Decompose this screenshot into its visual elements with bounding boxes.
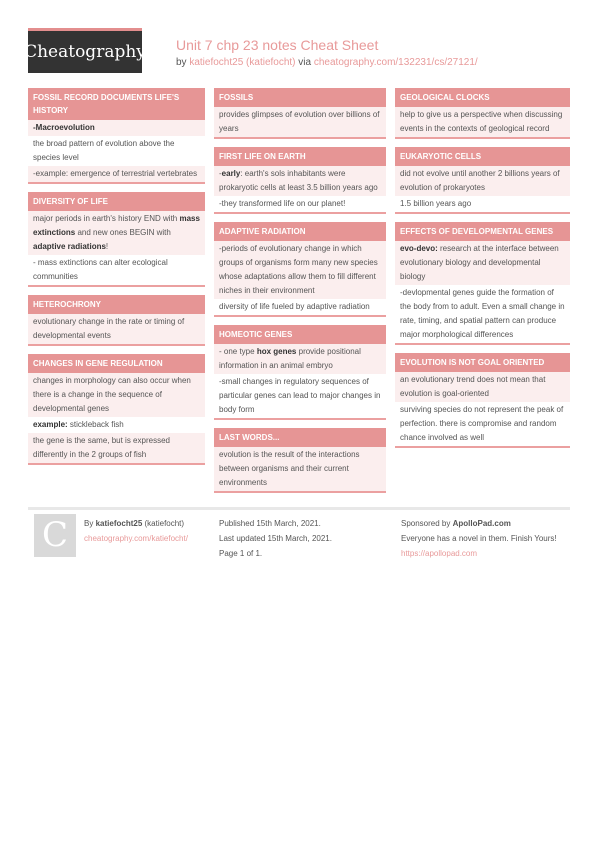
section-row — [214, 344, 386, 374]
text: evolutionary change in the rate or timing of developmental events — [33, 317, 185, 340]
section-row — [395, 196, 570, 212]
text: the broad pattern of evolution above the species level — [33, 139, 175, 162]
text: provides glimpses of evolution over billions of years — [219, 110, 380, 133]
published-date: Published 15th March, 2021. — [219, 519, 321, 528]
text: the gene is the same, but is expressed differently in the 2 groups of fish — [33, 436, 170, 459]
section-row — [28, 136, 205, 166]
section-row — [214, 107, 386, 137]
section — [214, 88, 386, 139]
sponsored-by: Sponsored by — [401, 519, 451, 528]
byline — [176, 56, 478, 69]
text: evolution is the result of the interactions between organisms and their current environments — [219, 450, 360, 487]
section — [28, 192, 205, 287]
section-title: EFFECTS OF DEVELOPMENTAL GENES — [395, 222, 570, 241]
section-title: HOMEOTIC GENES — [214, 325, 386, 344]
footer-author — [84, 516, 212, 546]
sponsor-text: Everyone has a novel in them. Finish Yours! — [401, 534, 557, 543]
text: did not evolve until another 2 billions years of evolution of prokaryotes — [400, 169, 560, 192]
section-title: CHANGES IN GENE REGULATION — [28, 354, 205, 373]
text: - — [219, 169, 222, 178]
section-row — [395, 107, 570, 137]
section-row — [395, 241, 570, 285]
footer-sponsor — [401, 516, 569, 561]
bold-text: adaptive radiations — [33, 242, 106, 251]
section-title: HETEROCHRONY — [28, 295, 205, 314]
section-row — [395, 285, 570, 343]
section-title: FOSSILS — [214, 88, 386, 107]
bold-text: -Macroevolution — [33, 123, 95, 132]
page-title: Unit 7 chp 23 notes Cheat Sheet — [176, 37, 379, 53]
footer — [28, 507, 570, 587]
section — [214, 222, 386, 317]
text: -example: emergence of terrestrial vertebrates — [33, 169, 198, 178]
section-row — [28, 120, 205, 136]
section-row — [214, 241, 386, 299]
section-row — [214, 447, 386, 491]
updated-date: Last updated 15th March, 2021. — [219, 534, 332, 543]
section-row — [395, 166, 570, 196]
section-row — [395, 402, 570, 446]
section-title: EUKARYOTIC CELLS — [395, 147, 570, 166]
bold-text: mass extinctions — [33, 214, 200, 237]
bold-text: example: — [33, 420, 68, 429]
section-title: LAST WORDS... — [214, 428, 386, 447]
section-title: FOSSIL RECORD DOCUMENTS LIFE'S HISTORY — [28, 88, 205, 120]
text: provide positional information in an animal embryo — [219, 347, 361, 370]
section — [214, 147, 386, 214]
section-row — [28, 314, 205, 344]
section — [214, 428, 386, 493]
footer-by: By — [84, 519, 94, 528]
column-2 — [214, 88, 386, 501]
section-row — [28, 255, 205, 285]
section-title: GEOLOGICAL CLOCKS — [395, 88, 570, 107]
author-link[interactable]: katiefocht25 (katiefocht) — [189, 57, 296, 68]
author-avatar: C — [34, 514, 76, 557]
footer-author-url[interactable]: cheatography.com/katiefocht/ — [84, 534, 188, 543]
section-title: DIVERSITY OF LIFE — [28, 192, 205, 211]
text: major periods in earth's history END with — [33, 214, 180, 223]
section — [214, 325, 386, 420]
section-title: ADAPTIVE RADIATION — [214, 222, 386, 241]
text: surviving species do not represent the peak of perfection. there is compromise and random chance involved as well — [400, 405, 564, 442]
sponsor-name[interactable]: ApolloPad.com — [452, 519, 511, 528]
text: help to give us a perspective when discussing events in the contexts of geological record — [400, 110, 563, 133]
section — [395, 353, 570, 448]
section-row — [28, 417, 205, 433]
section-row — [214, 196, 386, 212]
section — [395, 88, 570, 139]
text: changes in morphology can also occur when there is a change in the sequence of developmental genes — [33, 376, 191, 413]
column-1 — [28, 88, 205, 473]
section-row — [28, 211, 205, 255]
text: an evolutionary trend does not mean that evolution is goal-oriented — [400, 375, 546, 398]
sheet-url-link[interactable]: cheatography.com/132231/cs/27121/ — [313, 57, 478, 68]
section — [28, 88, 205, 184]
text: -small changes in regulatory sequences of particular genes can lead to major changes in body form — [219, 377, 381, 414]
text: stickleback fish — [67, 420, 124, 429]
section — [28, 354, 205, 465]
text: - one type — [219, 347, 257, 356]
via-label: via — [298, 57, 312, 68]
text: and new ones BEGIN with — [75, 228, 171, 237]
bold-text: hox genes — [256, 347, 297, 356]
by-label: by — [176, 57, 187, 68]
footer-dates — [219, 516, 389, 561]
section-row — [28, 166, 205, 182]
section-row — [28, 373, 205, 417]
footer-author-user[interactable]: katiefocht25 — [95, 519, 143, 528]
text: 1.5 billion years ago — [400, 199, 472, 208]
footer-author-name: (katiefocht) — [144, 519, 185, 528]
page-number: Page 1 of 1. — [219, 549, 263, 558]
cheatography-logo[interactable]: Cheatography — [28, 28, 142, 73]
text: -they transformed life on our planet! — [219, 199, 346, 208]
section — [28, 295, 205, 346]
section-row — [214, 299, 386, 315]
section-row — [28, 433, 205, 463]
text: : earth's sols inhabitants were prokaryotic cells at least 3.5 billion years ago — [219, 169, 378, 192]
text: diversity of life fueled by adaptive radiation — [219, 302, 370, 311]
section-row — [395, 372, 570, 402]
section-title: FIRST LIFE ON EARTH — [214, 147, 386, 166]
bold-text: evo-devo: — [400, 244, 438, 253]
bold-text: early — [221, 169, 241, 178]
section — [395, 222, 570, 345]
text: - mass extinctions can alter ecological communities — [33, 258, 168, 281]
section-title: EVOLUTION IS NOT GOAL ORIENTED — [395, 353, 570, 372]
column-3 — [395, 88, 570, 456]
section-row — [214, 374, 386, 418]
text: -devlopmental genes guide the formation of the body from to adult. Even a small change in rate, timing, and spatial pattern can produce major morphological differences — [400, 288, 565, 339]
text: research at the interface between evolutionary biology and developmental biology — [400, 244, 559, 281]
sponsor-url[interactable]: https://apollopad.com — [401, 549, 478, 558]
text: -periods of evolutionary change in which groups of organisms form many new species whose adaptations allow them to fill different niches in their environment — [219, 244, 378, 295]
text: ! — [105, 242, 109, 251]
section-row — [214, 166, 386, 196]
section — [395, 147, 570, 214]
